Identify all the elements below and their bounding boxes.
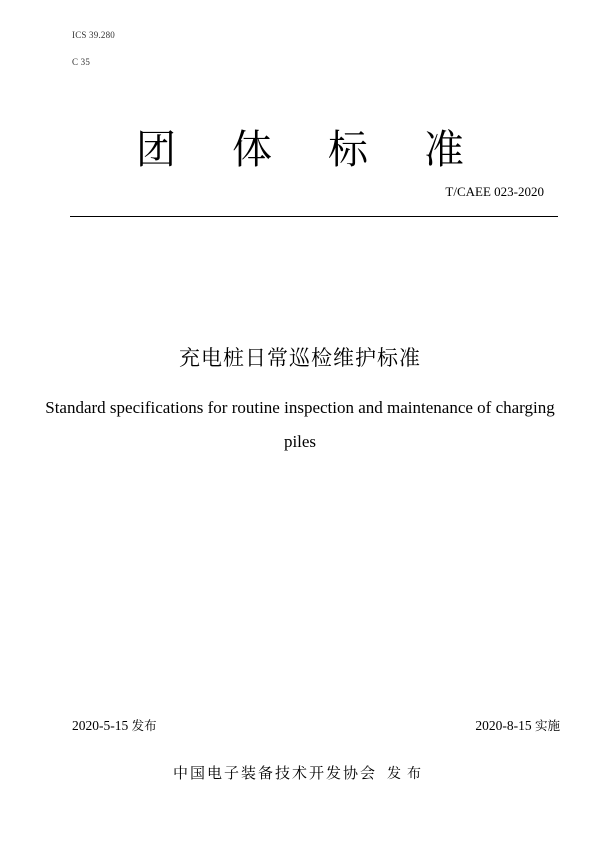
ics-code: ICS 39.280 <box>72 30 116 40</box>
implement-date-label: 实施 <box>534 718 560 733</box>
header-title <box>0 118 600 175</box>
implement-date-value: 2020-8-15 <box>475 718 532 733</box>
publisher <box>0 762 600 783</box>
title-chinese: 充电桩日常巡检维护标准 <box>179 346 421 370</box>
publish-date-value: 2020-5-15 <box>72 718 129 733</box>
title-english-line1: Standard specifications for routine inspection and maintenance of charging <box>45 398 555 417</box>
header-title-char: 团 <box>136 127 176 173</box>
title-english-line2: piles <box>283 432 317 451</box>
publisher-name: 中国电子装备技术开发协会 <box>172 764 377 782</box>
header-title-char: 体 <box>232 127 272 173</box>
publish-date-label: 发布 <box>131 718 157 733</box>
header-divider <box>70 216 558 217</box>
publish-date <box>72 716 157 734</box>
standard-number: T/CAEE 023-2020 <box>445 184 544 199</box>
header-title-char: 标 <box>328 127 368 173</box>
header-title-char: 准 <box>424 127 464 173</box>
implement-date <box>475 716 560 734</box>
ccs-code: C 35 <box>72 57 91 67</box>
title-english <box>40 391 560 459</box>
publisher-suffix: 发布 <box>387 766 427 782</box>
